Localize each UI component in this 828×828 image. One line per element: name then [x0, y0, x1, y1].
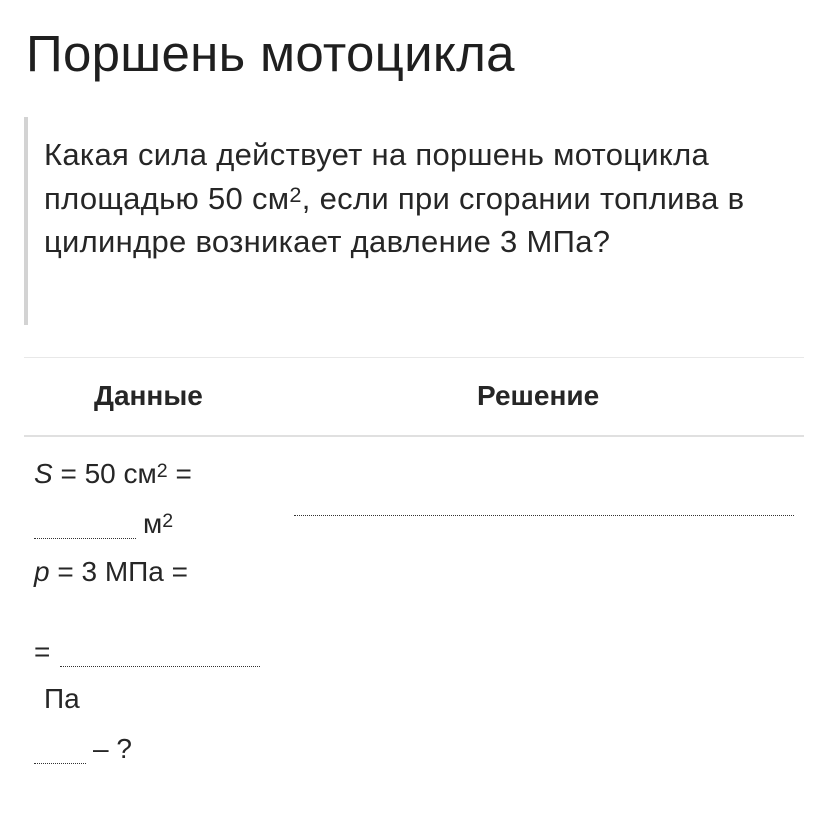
given-pressure-line: [34, 554, 188, 590]
area-conversion-blank[interactable]: [34, 538, 136, 539]
unknown-question: – ?: [93, 733, 132, 764]
area-unit-exponent: 2: [162, 510, 174, 533]
given-area-line: [34, 456, 192, 492]
pressure-unit: Па: [44, 683, 80, 714]
area-equals: =: [167, 458, 192, 489]
problem-text-part2: , если при сгорании топлива в цилиндре возникает давление 3 МПа?: [44, 180, 745, 259]
area-unit: [143, 506, 173, 542]
area-exponent: 2: [156, 460, 168, 483]
column-header-given: Данные: [94, 380, 203, 411]
solution-blank[interactable]: [294, 515, 794, 516]
table-top-divider: [24, 357, 804, 358]
problem-blockquote: [24, 117, 804, 325]
problem-text: [44, 133, 784, 264]
area-symbol: S: [34, 458, 53, 489]
pressure-value: = 3 МПа =: [49, 556, 188, 587]
pressure-symbol: p: [34, 556, 50, 587]
table-header-divider: [24, 435, 804, 437]
pressure-equals-sign: =: [34, 636, 51, 667]
problem-exponent: 2: [289, 182, 302, 208]
area-value: = 50 см: [52, 458, 157, 489]
area-unit-text: м: [143, 508, 163, 539]
unknown-quantity-blank[interactable]: [34, 763, 86, 764]
column-header-solution: Решение: [477, 380, 600, 411]
page-title: Поршень мотоцикла: [26, 25, 515, 82]
pressure-conversion-blank[interactable]: [60, 666, 260, 667]
problem-text-part1: Какая сила действует на поршень мотоцикла площадью 50 см: [44, 137, 710, 216]
